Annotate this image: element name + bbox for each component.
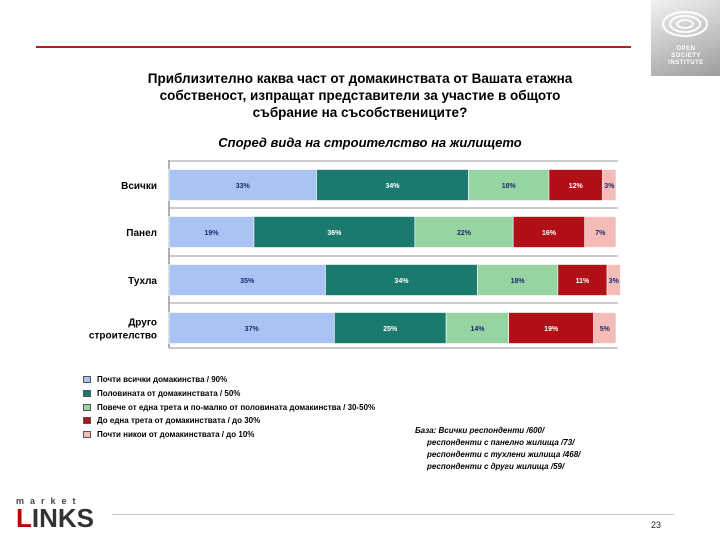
legend-item	[83, 401, 375, 414]
page-number: 23	[651, 520, 662, 530]
category-label: Панел	[126, 228, 157, 239]
chart-legend	[83, 373, 375, 442]
legend-label: До една трета от домакинствата / до 30%	[97, 416, 261, 426]
footer-rule	[112, 514, 674, 515]
bar-value-label: 3%	[604, 183, 615, 190]
bar-value-label: 34%	[394, 278, 409, 285]
category-label: Друго	[128, 317, 157, 329]
bar-value-label: 14%	[470, 326, 485, 333]
logo-big-rest: INKS	[31, 503, 95, 533]
legend-swatch	[83, 417, 91, 424]
bar-value-label: 36%	[327, 230, 342, 237]
legend-label: Половината от домакинствата / 50%	[97, 388, 241, 398]
title-line-3: събрание на съсобствениците?	[252, 105, 468, 120]
legend-swatch	[83, 376, 91, 383]
bar-value-label: 16%	[541, 230, 556, 237]
bar-value-label: 18%	[510, 278, 525, 285]
market-links-logo	[16, 496, 95, 533]
bar-value-label: 25%	[383, 326, 398, 333]
bar-value-label: 37%	[244, 326, 259, 333]
bar-value-label: 34%	[385, 183, 400, 190]
bar-value-label: 19%	[544, 326, 559, 333]
legend-swatch	[83, 390, 91, 397]
logo-small-text: market	[16, 496, 82, 506]
logo-big-text	[16, 503, 95, 533]
legend-swatch	[83, 404, 91, 411]
legend-item	[83, 428, 375, 441]
brand-line-3: INSTITUTE	[668, 60, 704, 66]
bar-value-label: 22%	[457, 230, 472, 237]
legend-label: Повече от една трета и по-малко от половината домакинства / 30-50%	[97, 402, 376, 412]
bar-value-label: 5%	[599, 326, 610, 333]
title-line-1: Приблизително каква част от домакинствата от Вашата етажна	[147, 71, 573, 86]
category-label: Тухла	[128, 276, 157, 287]
legend-item	[83, 414, 375, 427]
sample-base-note	[415, 425, 580, 473]
legend-label: Почти никои от домакинствата / до 10%	[97, 430, 255, 440]
base-note-line: респонденти с други жилища /59/	[427, 462, 565, 471]
bar-value-label: 3%	[608, 278, 619, 285]
bar-value-label: 7%	[595, 230, 606, 237]
legend-item	[83, 387, 375, 400]
bar-value-label: 33%	[235, 183, 250, 190]
base-note-line: респонденти с панелно жилища /73/	[427, 438, 575, 447]
base-note-line: респонденти с тухлени жилища /468/	[427, 450, 581, 459]
brand-line-2: SOCIETY	[671, 53, 701, 59]
legend-swatch	[83, 431, 91, 438]
legend-item	[83, 373, 375, 386]
bar-value-label: 12%	[568, 183, 583, 190]
category-label: Всички	[121, 181, 157, 192]
category-label: строителство	[88, 330, 157, 342]
bar-value-label: 35%	[240, 278, 255, 285]
bar-value-label: 11%	[575, 278, 590, 285]
chart-subtitle: Според вида на строителство на жилището	[218, 135, 522, 150]
bar-value-label: 18%	[501, 183, 516, 190]
logo-big-l: L	[16, 503, 32, 533]
title-line-2: собственост, изпращат представители за участие в общото	[159, 88, 561, 103]
bar-value-label: 19%	[204, 230, 219, 237]
brand-line-1: OPEN	[676, 46, 696, 52]
legend-label: Почти всички домакинства / 90%	[97, 375, 228, 384]
base-note-line: База: Всички респонденти /600/	[415, 426, 545, 435]
